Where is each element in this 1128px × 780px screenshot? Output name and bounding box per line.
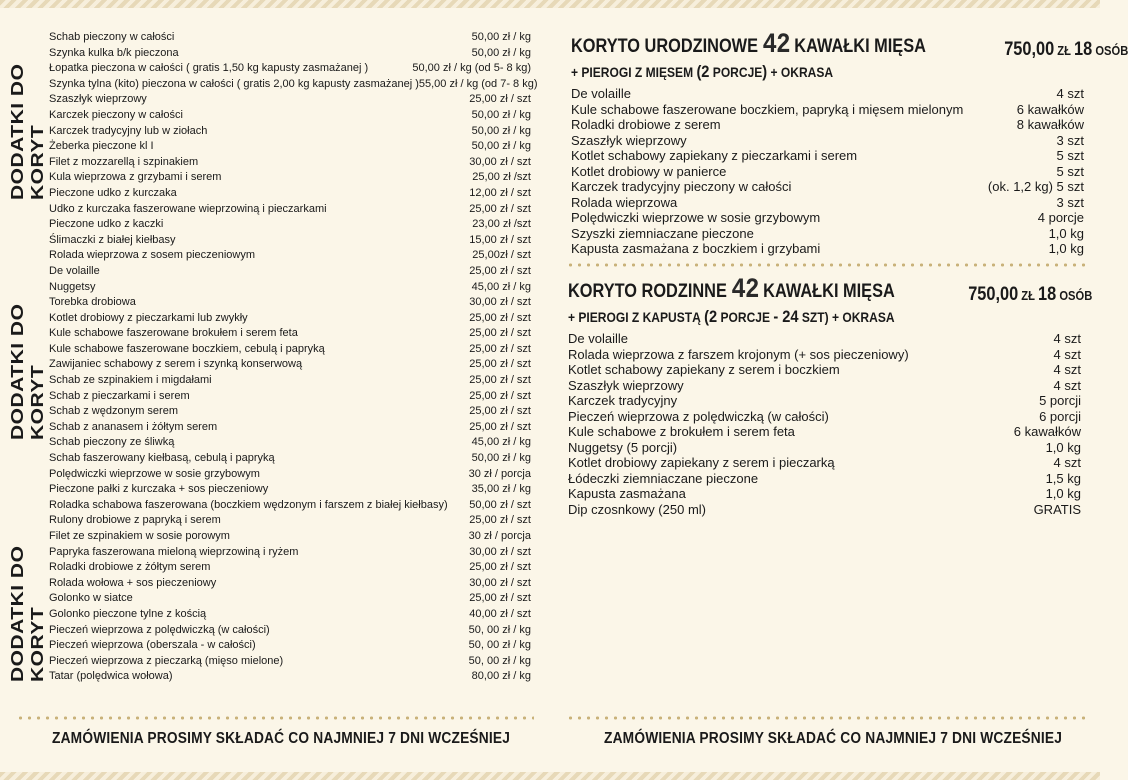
addon-item-name: Pieczone udko z kaczki — [49, 218, 164, 231]
addon-item — [49, 669, 531, 685]
addon-item-name: Kotlet drobiowy z pieczarkami lub zwykły — [49, 311, 248, 324]
addon-item-name: Roladki drobiowe z żółtym serem — [49, 561, 211, 574]
addon-item-name: Rolada wołowa + sos pieczeniowy — [49, 576, 217, 589]
package-item-qty: (ok. 1,2 kg) 5 szt — [987, 179, 1084, 194]
addon-item — [49, 576, 531, 592]
package-item-qty: 1,0 kg — [1045, 486, 1081, 501]
package-item-name: Kotlet drobiowy zapiekany z serem i pieczarką — [568, 455, 835, 470]
package-item-qty: 1,0 kg — [1045, 439, 1081, 455]
addon-item-name: Golonko w siatce — [49, 592, 133, 605]
section-label-1: DODATKI DO KORYT — [8, 63, 47, 200]
package-item-qty: 6 kawałków — [1016, 101, 1084, 117]
addon-item — [49, 217, 531, 233]
addon-item-price: 80,00 zł / kg — [471, 670, 531, 683]
addon-item — [49, 373, 531, 389]
addon-item — [49, 623, 531, 639]
addon-item-price: 25,00 zł / szt — [469, 202, 531, 215]
package-price-unit: ZŁ — [1018, 288, 1039, 303]
package-item-qty: 3 szt — [1056, 132, 1084, 148]
package-item — [571, 241, 1084, 257]
package-item-qty: 8 kawałków — [1016, 117, 1084, 132]
package-item-name: Rolada wieprzowa — [571, 194, 678, 210]
addon-item — [49, 467, 531, 483]
addon-item-name: Rolada wieprzowa z sosem pieczeniowym — [49, 249, 256, 262]
addon-item — [49, 30, 531, 46]
addon-item-price: 50, 00 zł / kg — [468, 623, 531, 636]
package-subtitle-e: SZT) + OKRASA — [798, 309, 895, 325]
package-subtitle-e: + OKRASA — [767, 64, 834, 80]
addon-item — [49, 311, 531, 327]
addon-item-name: Pieczeń wieprzowa (oberszala - w całości) — [49, 639, 256, 652]
addon-item-price: 25,00 zł / szt — [469, 342, 531, 355]
addon-item — [49, 560, 531, 576]
package-item — [568, 362, 1081, 378]
package-item — [571, 133, 1084, 149]
addon-item — [49, 638, 531, 654]
addon-item-price: 25,00 zł / szt — [469, 264, 531, 277]
addon-item-price: 50,00 zł / kg — [471, 140, 531, 153]
addon-item — [49, 295, 531, 311]
addon-item — [49, 342, 531, 358]
package-item — [571, 210, 1084, 226]
package-family — [568, 275, 1093, 517]
addon-item-price: 30,00 zł / szt — [469, 155, 531, 168]
addon-item — [49, 186, 531, 202]
addon-item-name: Torebka drobiowa — [49, 296, 136, 309]
addon-item-price: 50,00 zł / kg — [471, 108, 531, 121]
addon-item — [49, 108, 531, 124]
package-item-name: Kotlet schabowy zapiekany z pieczarkami i serem — [571, 148, 858, 163]
package-subtitle-a: + PIEROGI Z KAPUSTĄ — [568, 309, 705, 325]
addon-item-price: 25,00 zł / szt — [469, 311, 531, 324]
addon-item-price: 25,00 zł / szt — [469, 420, 531, 433]
package-item-qty: GRATIS — [1033, 501, 1081, 517]
section-label-2: DODATKI DO KORYT — [8, 303, 47, 440]
package-item-name: Rolada wieprzowa z farszem krojonym (+ sos pieczeniowy) — [568, 346, 909, 362]
addon-item-price: 45,00 zł / kg — [471, 280, 531, 293]
package-item — [568, 393, 1081, 409]
package-item-name: Kotlet schabowy zapiekany z serem i boczkiem — [568, 362, 840, 377]
addon-item — [49, 124, 531, 140]
package-item-list — [568, 331, 1081, 517]
package-item-list — [571, 86, 1084, 257]
addon-item — [49, 435, 531, 451]
addons-price-list — [49, 30, 538, 685]
package-price-value: 750,00 — [968, 284, 1019, 305]
addon-item — [49, 420, 531, 436]
package-item-name: Szyszki ziemniaczane pieczone — [571, 225, 754, 241]
addon-item-name: Filet z mozzarellą i szpinakiem — [49, 155, 199, 168]
package-item — [571, 226, 1084, 242]
package-item-name: Kapusta zasmażana — [568, 486, 686, 501]
package-item — [568, 331, 1081, 347]
package-item — [568, 471, 1081, 487]
addon-item-name: Schab z wędzonym serem — [49, 405, 178, 418]
addon-item-name: De volaille — [49, 264, 100, 277]
addon-item-name: Pieczone pałki z kurczaka + sos pieczeniowy — [49, 483, 269, 496]
addon-item — [49, 326, 531, 342]
addon-item-name: Schab pieczony w całości — [49, 31, 175, 43]
addon-item-price: 50, 00 zł / kg — [468, 639, 531, 652]
addon-item-price: 25,00zł / szt — [472, 249, 531, 262]
addon-item-name: Schab z ananasem i żółtym serem — [49, 420, 218, 433]
package-item-qty: 5 porcji — [1039, 393, 1081, 408]
package-title-suffix: KAWAŁKI MIĘSA — [789, 36, 926, 57]
addon-item-name: Rulony drobiowe z papryką i serem — [49, 514, 221, 527]
package-item — [571, 86, 1084, 102]
package-persons: 18 — [1073, 39, 1092, 60]
package-item — [571, 179, 1084, 195]
addon-item-name: Kula wieprzowa z grzybami i serem — [49, 171, 222, 184]
package-subtitle — [571, 62, 1012, 82]
addon-item-name: Łopatka pieczona w całości ( gratis 1,50 kg kapusty zasmażanej ) — [49, 62, 369, 75]
addon-item — [49, 529, 531, 545]
package-item-name: Karczek tradycyjny — [568, 393, 678, 408]
package-subtitle-b: (2 — [696, 62, 710, 81]
addon-item-name: Nuggetsy — [49, 280, 96, 293]
package-title — [568, 275, 895, 306]
addon-item — [49, 482, 531, 498]
package-item — [571, 148, 1084, 164]
addon-item-name: Karczek tradycyjny lub w ziołach — [49, 124, 208, 137]
addon-item-price: 50,00 zł / kg (od 5- 8 kg) — [412, 62, 531, 75]
section-label-3: DODATKI DO KORYT — [8, 545, 47, 682]
top-border — [0, 0, 1100, 8]
addon-item — [49, 77, 538, 93]
package-item-name: Łódeczki ziemniaczane pieczone — [568, 470, 759, 486]
package-item-qty: 1,0 kg — [1048, 241, 1084, 256]
addon-item-price: 40,00 zł / szt — [469, 607, 531, 620]
package-item — [568, 378, 1081, 394]
addon-item-name: Kule schabowe faszerowane boczkiem, cebulą i papryką — [49, 342, 325, 355]
package-persons-unit: OSÓB — [1091, 43, 1128, 58]
package-subtitle-a: + PIEROGI Z MIĘSEM — [571, 64, 697, 80]
addon-item — [49, 139, 531, 155]
package-item-name: Roladki drobiowe z serem — [571, 117, 721, 132]
package-item — [571, 195, 1084, 211]
footer-note-left: ZAMÓWIENIA PROSIMY SKŁADAĆ CO NAJMNIEJ 7 DNI WCZEŚNIEJ — [52, 730, 511, 747]
dotted-divider-left — [16, 716, 534, 720]
package-item-name: Polędwiczki wieprzowe w sosie grzybowym — [571, 210, 821, 225]
addon-item — [49, 61, 531, 77]
addon-item-price: 15,00 zł / szt — [469, 233, 531, 246]
package-title — [571, 30, 926, 61]
package-item-qty: 4 szt — [1053, 346, 1081, 362]
package-item — [571, 164, 1084, 180]
addon-item — [49, 389, 531, 405]
addon-item-price: 25,00 zł / szt — [469, 358, 531, 371]
package-item-qty: 1,0 kg — [1048, 225, 1084, 241]
addon-item-name: Szynka kulka b/k pieczona — [49, 46, 179, 59]
addon-item-name: Polędwiczki wieprzowe w sosie grzybowym — [49, 467, 260, 480]
package-item — [568, 455, 1081, 471]
addon-item-price: 45,00 zł / kg — [471, 436, 531, 449]
package-persons-unit: OSÓB — [1056, 288, 1093, 303]
package-title-suffix: KAWAŁKI MIĘSA — [758, 281, 895, 302]
package-item-name: Szaszłyk wieprzowy — [571, 132, 687, 148]
package-item-name: Kule schabowe faszerowane boczkiem, papryką i mięsem mielonym — [571, 101, 964, 117]
addon-item — [49, 202, 531, 218]
addon-item-price: 23,00 zł /szt — [472, 218, 531, 231]
addon-item-name: Schab pieczony ze śliwką — [49, 436, 175, 449]
addon-item-name: Tatar (polędwica wołowa) — [49, 670, 173, 683]
addon-item-name: Papryka faszerowana mieloną wieprzowiną i ryżem — [49, 545, 299, 558]
package-item-qty: 1,5 kg — [1045, 470, 1081, 486]
addon-item-price: 50, 00 zł / kg — [468, 654, 531, 667]
package-subtitle-b: (2 — [704, 307, 718, 326]
addon-item — [49, 357, 531, 373]
addon-item — [49, 607, 531, 623]
addon-item-name: Zawijaniec schabowy z serem i szynką konserwową — [49, 358, 303, 371]
package-item — [568, 486, 1081, 502]
package-piece-count: 42 — [762, 30, 790, 61]
package-subtitle-c: PORCJE — [717, 309, 774, 325]
package-price-unit: ZŁ — [1053, 43, 1074, 58]
addon-item-name: Ślimaczki z białej kiełbasy — [49, 233, 176, 246]
addon-item-price: 25,00 zł / szt — [469, 374, 531, 387]
addon-item — [49, 248, 531, 264]
package-item-name: Nuggetsy (5 porcji) — [568, 439, 678, 455]
package-item-name: Kotlet drobiowy w panierce — [571, 163, 727, 179]
addon-item-name: Karczek pieczony w całości — [49, 108, 183, 121]
package-piece-count: 42 — [731, 275, 759, 306]
addon-item-price: 30,00 zł / szt — [469, 545, 531, 558]
addon-item-price: 30,00 zł / szt — [469, 576, 531, 589]
addon-item-name: Pieczeń wieprzowa z polędwiczką (w całości) — [49, 623, 270, 636]
addon-item — [49, 654, 531, 670]
addon-item-name: Filet ze szpinakiem w sosie porowym — [49, 530, 230, 542]
addon-item-price: 12,00 zł / szt — [469, 186, 531, 199]
addon-item-price: 25,00 zł / szt — [469, 327, 531, 340]
package-item-name: Kule schabowe z brokułem i serem feta — [568, 424, 795, 439]
addon-item — [49, 46, 531, 62]
addon-item-price: 25,00 zł / szt — [469, 561, 531, 574]
addon-item — [49, 155, 531, 171]
addon-item-price: 30 zł / porcja — [468, 467, 531, 480]
package-item-qty: 4 szt — [1053, 377, 1081, 393]
addon-item — [49, 451, 531, 467]
addon-item-price: 25,00 zł / szt — [469, 405, 531, 418]
package-subtitle-d: - 24 — [773, 307, 799, 326]
addon-item-price: 25,00 zł / szt — [469, 389, 531, 402]
package-subtitle-c: PORCJE — [709, 64, 763, 80]
addon-item-price: 50,00 zł / szt — [469, 498, 531, 511]
package-item-name: De volaille — [571, 86, 631, 101]
package-subtitle-d: ) — [762, 62, 768, 81]
package-title-text: KORYTO RODZINNE — [568, 281, 732, 302]
package-persons: 18 — [1038, 284, 1057, 305]
addon-item-price: 55,00 zł / kg (od 7- 8 kg) — [418, 77, 538, 90]
addon-item-name: Golonko pieczone tylne z kością — [49, 607, 207, 620]
package-item-name: Karczek tradycyjny pieczony w całości — [571, 179, 792, 194]
addon-item-price: 25,00 zł / szt — [469, 592, 531, 605]
addon-item-name: Żeberka pieczone kl I — [49, 140, 154, 153]
addon-item-name: Schab z pieczarkami i serem — [49, 389, 190, 402]
addon-item-name: Pieczone udko z kurczaka — [49, 186, 177, 199]
addon-item-name: Udko z kurczaka faszerowane wieprzowiną i pieczarkami — [49, 202, 327, 215]
addon-item-name: Roladka schabowa faszerowana (boczkiem wędzonym i farszem z białej kiełbasy) — [49, 498, 448, 511]
package-item — [568, 347, 1081, 363]
package-title-text: KORYTO URODZINOWE — [571, 36, 763, 57]
addon-item — [49, 280, 531, 296]
addon-item — [49, 233, 531, 249]
package-price — [968, 284, 1092, 306]
addon-item-name: Szynka tylna (kito) pieczona w całości ( gratis 2,00 kg kapusty zasmażanej ) — [49, 77, 419, 90]
addon-item-price: 30,00 zł / szt — [469, 296, 531, 309]
addon-item-price: 30 zł / porcja — [468, 530, 531, 542]
package-item-qty: 4 szt — [1053, 362, 1081, 377]
addon-item — [49, 404, 531, 420]
addon-item-name: Schab faszerowany kiełbasą, cebulą i papryką — [49, 452, 275, 465]
package-item-qty: 6 kawałków — [1013, 424, 1081, 439]
addon-item-name: Schab ze szpinakiem i migdałami — [49, 374, 212, 387]
package-item-qty: 4 szt — [1053, 331, 1081, 346]
footer-note-right: ZAMÓWIENIA PROSIMY SKŁADAĆ CO NAJMNIEJ 7 DNI WCZEŚNIEJ — [604, 730, 1063, 747]
package-item — [568, 424, 1081, 440]
addon-item — [49, 92, 531, 108]
package-item-name: De volaille — [568, 331, 628, 346]
package-header — [571, 30, 1128, 61]
package-item — [571, 117, 1084, 133]
addon-item-price: 50,00 zł / kg — [471, 452, 531, 465]
package-item-qty: 4 szt — [1056, 86, 1084, 101]
package-item — [568, 409, 1081, 425]
package-item-qty: 6 porcji — [1039, 408, 1081, 424]
addon-item-price: 25,00 zł / szt — [469, 93, 531, 106]
addon-item-price: 50,00 zł / kg — [471, 124, 531, 137]
package-item-name: Dip czosnkowy (250 ml) — [568, 501, 706, 517]
package-item-qty: 3 szt — [1056, 194, 1084, 210]
addon-item-name: Pieczeń wieprzowa z pieczarką (mięso mielone) — [49, 654, 284, 667]
addon-item-price: 25,00 zł /szt — [472, 171, 531, 184]
package-item — [568, 502, 1081, 518]
addon-item-name: Szaszłyk wieprzowy — [49, 93, 147, 106]
package-header — [568, 275, 1093, 306]
addon-item — [49, 498, 531, 514]
package-item — [571, 102, 1084, 118]
addon-item — [49, 513, 531, 529]
package-price — [1004, 39, 1128, 61]
package-price-value: 750,00 — [1003, 39, 1054, 60]
package-subtitle — [568, 307, 1009, 327]
package-item-name: Szaszłyk wieprzowy — [568, 377, 684, 393]
package-birthday — [571, 30, 1128, 257]
package-item-qty: 4 szt — [1053, 455, 1081, 470]
addon-item-price: 35,00 zł / kg — [471, 483, 531, 496]
addon-item-price: 50,00 zł / kg — [471, 31, 531, 43]
package-item-qty: 5 szt — [1056, 148, 1084, 163]
addon-item — [49, 264, 531, 280]
addon-item-price: 25,00 zł / szt — [469, 514, 531, 527]
bottom-border — [0, 772, 1100, 780]
package-item — [568, 440, 1081, 456]
addon-item — [49, 545, 531, 561]
package-item-name: Kapusta zasmażana z boczkiem i grzybami — [571, 241, 821, 256]
dotted-divider-right — [566, 716, 1086, 720]
dotted-divider-packages — [566, 263, 1086, 267]
package-item-qty: 4 porcje — [1037, 210, 1084, 225]
addon-item — [49, 591, 531, 607]
addon-item-name: Kule schabowe faszerowane brokułem i serem feta — [49, 327, 298, 340]
package-item-name: Pieczeń wieprzowa z polędwiczką (w całości) — [568, 408, 829, 424]
addon-item — [49, 170, 531, 186]
package-item-qty: 5 szt — [1056, 163, 1084, 179]
addon-item-price: 50,00 zł / kg — [471, 46, 531, 59]
